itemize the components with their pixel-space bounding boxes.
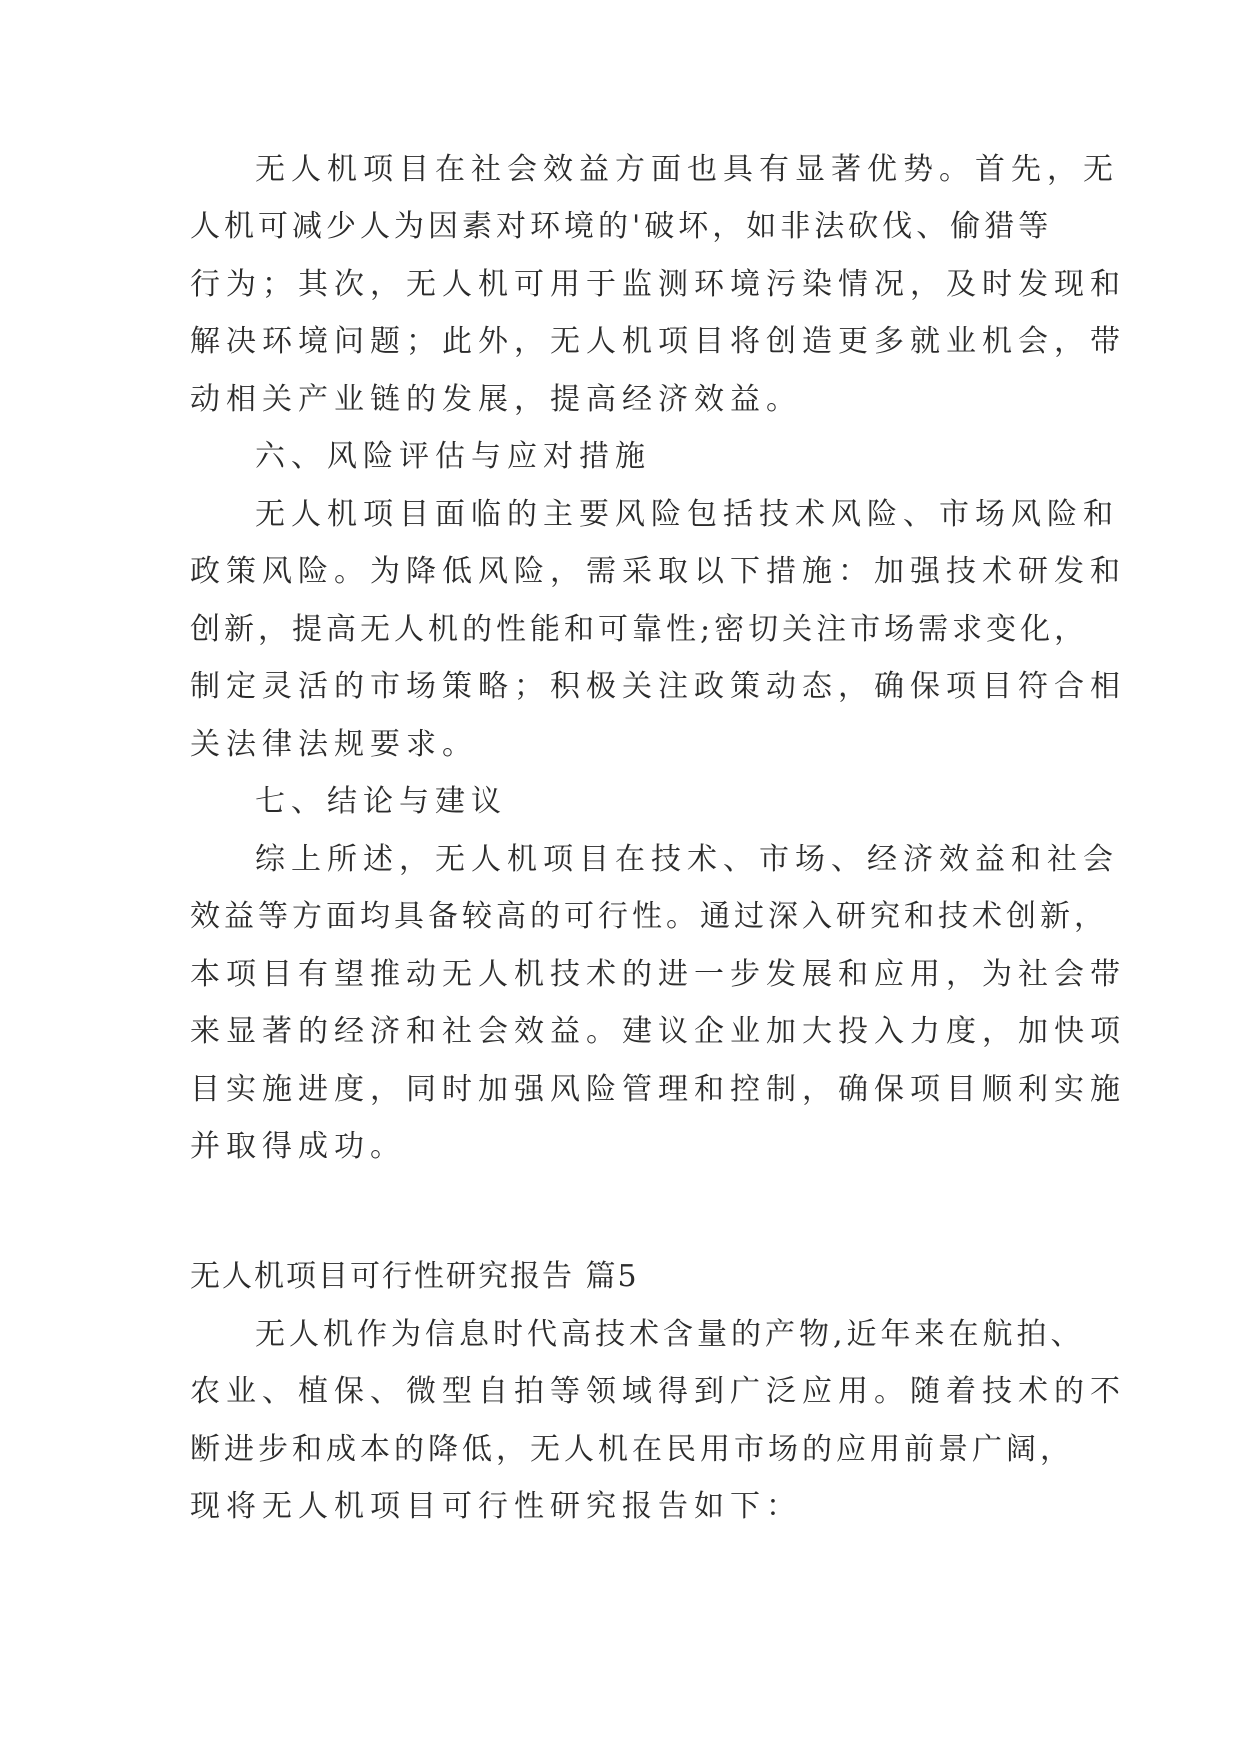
section-title: 无人机项目可行性研究报告 篇5 — [190, 1259, 639, 1294]
body-text-line: 断进步和成本的降低，无人机在民用市场的应用前景广阔， — [190, 1432, 1074, 1467]
body-text-line: 创新，提高无人机的性能和可靠性;密切关注市场需求变化， — [190, 612, 1089, 647]
body-text-line: 无人机作为信息时代高技术含量的产物,近年来在航拍、 — [255, 1317, 1085, 1352]
body-text-line: 农业、植保、微型自拍等领域得到广泛应用。随着技术的不 — [190, 1374, 1126, 1409]
body-text-line: 无人机项目面临的主要风险包括技术风险、市场风险和 — [255, 497, 1119, 532]
body-text-line: 人机可减少人为因素对环境的'破坏，如非法砍伐、偷猎等 — [190, 209, 1053, 244]
body-text-line: 综上所述，无人机项目在技术、市场、经济效益和社会 — [255, 842, 1119, 877]
body-text-line: 解决环境问题；此外，无人机项目将创造更多就业机会，带 — [190, 324, 1126, 359]
body-text-line: 无人机项目在社会效益方面也具有显著优势。首先，无 — [255, 152, 1119, 187]
body-text-line: 来显著的经济和社会效益。建议企业加大投入力度，加快项 — [190, 1014, 1126, 1049]
body-text-line: 制定灵活的市场策略；积极关注政策动态，确保项目符合相 — [190, 669, 1126, 704]
body-text-line: 现将无人机项目可行性研究报告如下： — [190, 1489, 802, 1524]
body-text-line: 行为；其次，无人机可用于监测环境污染情况，及时发现和 — [190, 267, 1126, 302]
body-text-line: 目实施进度，同时加强风险管理和控制，确保项目顺利实施 — [190, 1072, 1126, 1107]
body-text-line: 关法律法规要求。 — [190, 727, 478, 762]
body-text-line: 并取得成功。 — [190, 1129, 406, 1164]
section-heading: 七、结论与建议 — [255, 784, 507, 819]
body-text-line: 政策风险。为降低风险，需采取以下措施：加强技术研发和 — [190, 554, 1126, 589]
body-text-line: 效益等方面均具备较高的可行性。通过深入研究和技术创新， — [190, 899, 1108, 934]
body-text-line: 动相关产业链的发展，提高经济效益。 — [190, 382, 802, 417]
section-heading: 六、风险评估与应对措施 — [255, 439, 651, 474]
body-text-line: 本项目有望推动无人机技术的进一步发展和应用，为社会带 — [190, 957, 1126, 992]
